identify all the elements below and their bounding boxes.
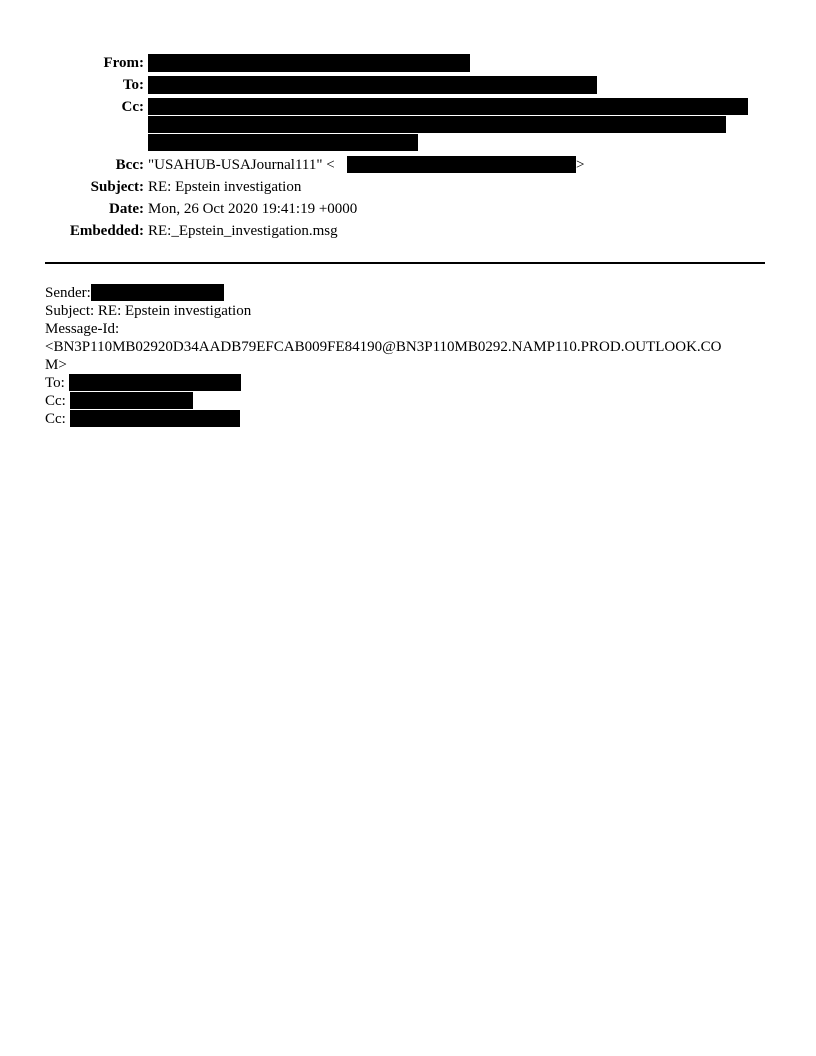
sender-redaction	[91, 284, 224, 301]
cc-redaction-line-2	[148, 116, 726, 133]
bcc-value-prefix: "USAHUB-USAJournal111" <	[148, 157, 335, 173]
from-label: From:	[103, 55, 144, 71]
to-label: To:	[122, 77, 144, 93]
embedded-cc-line-2	[45, 410, 775, 428]
message-id-value-line-1: <BN3P110MB02920D34AADB79EFCAB009FE84190@BN3P110MB0292.NAMP110.PROD.OUTLOOK.CO	[45, 339, 722, 355]
cc-label: Cc:	[121, 99, 144, 115]
embedded-cc-label-1: Cc:	[45, 393, 66, 409]
embedded-cc-redaction-1	[70, 392, 193, 409]
bcc-value-suffix: >	[576, 157, 585, 173]
to-redaction	[148, 76, 597, 94]
sender-line	[45, 284, 775, 302]
bcc-redaction	[347, 156, 576, 173]
embedded-value: RE:_Epstein_investigation.msg	[148, 223, 338, 239]
from-redaction	[148, 54, 470, 72]
cc-redaction-line-3	[148, 134, 418, 151]
embedded-row	[0, 221, 816, 241]
embedded-to-label: To:	[45, 375, 65, 391]
embedded-to-redaction	[69, 374, 241, 391]
embedded-label: Embedded:	[69, 223, 144, 239]
embedded-cc-label-2: Cc:	[45, 411, 66, 427]
header-divider	[45, 262, 765, 264]
subject-label: Subject:	[90, 179, 144, 195]
date-value: Mon, 26 Oct 2020 19:41:19 +0000	[148, 201, 358, 217]
message-id-value-line-2: M>	[45, 357, 67, 373]
embedded-subject-line: Subject: RE: Epstein investigation	[45, 303, 252, 319]
subject-row	[0, 177, 816, 197]
bcc-label: Bcc:	[115, 157, 144, 173]
embedded-to-line	[45, 374, 775, 392]
sender-label: Sender:	[45, 285, 91, 301]
embedded-cc-redaction-2	[70, 410, 240, 427]
subject-value: RE: Epstein investigation	[148, 179, 302, 195]
date-label: Date:	[109, 201, 144, 217]
embedded-cc-line-1	[45, 392, 775, 410]
message-id-label: Message-Id:	[45, 321, 120, 337]
date-row	[0, 199, 816, 219]
embedded-message	[45, 284, 775, 428]
cc-redaction-line-1	[148, 98, 748, 115]
